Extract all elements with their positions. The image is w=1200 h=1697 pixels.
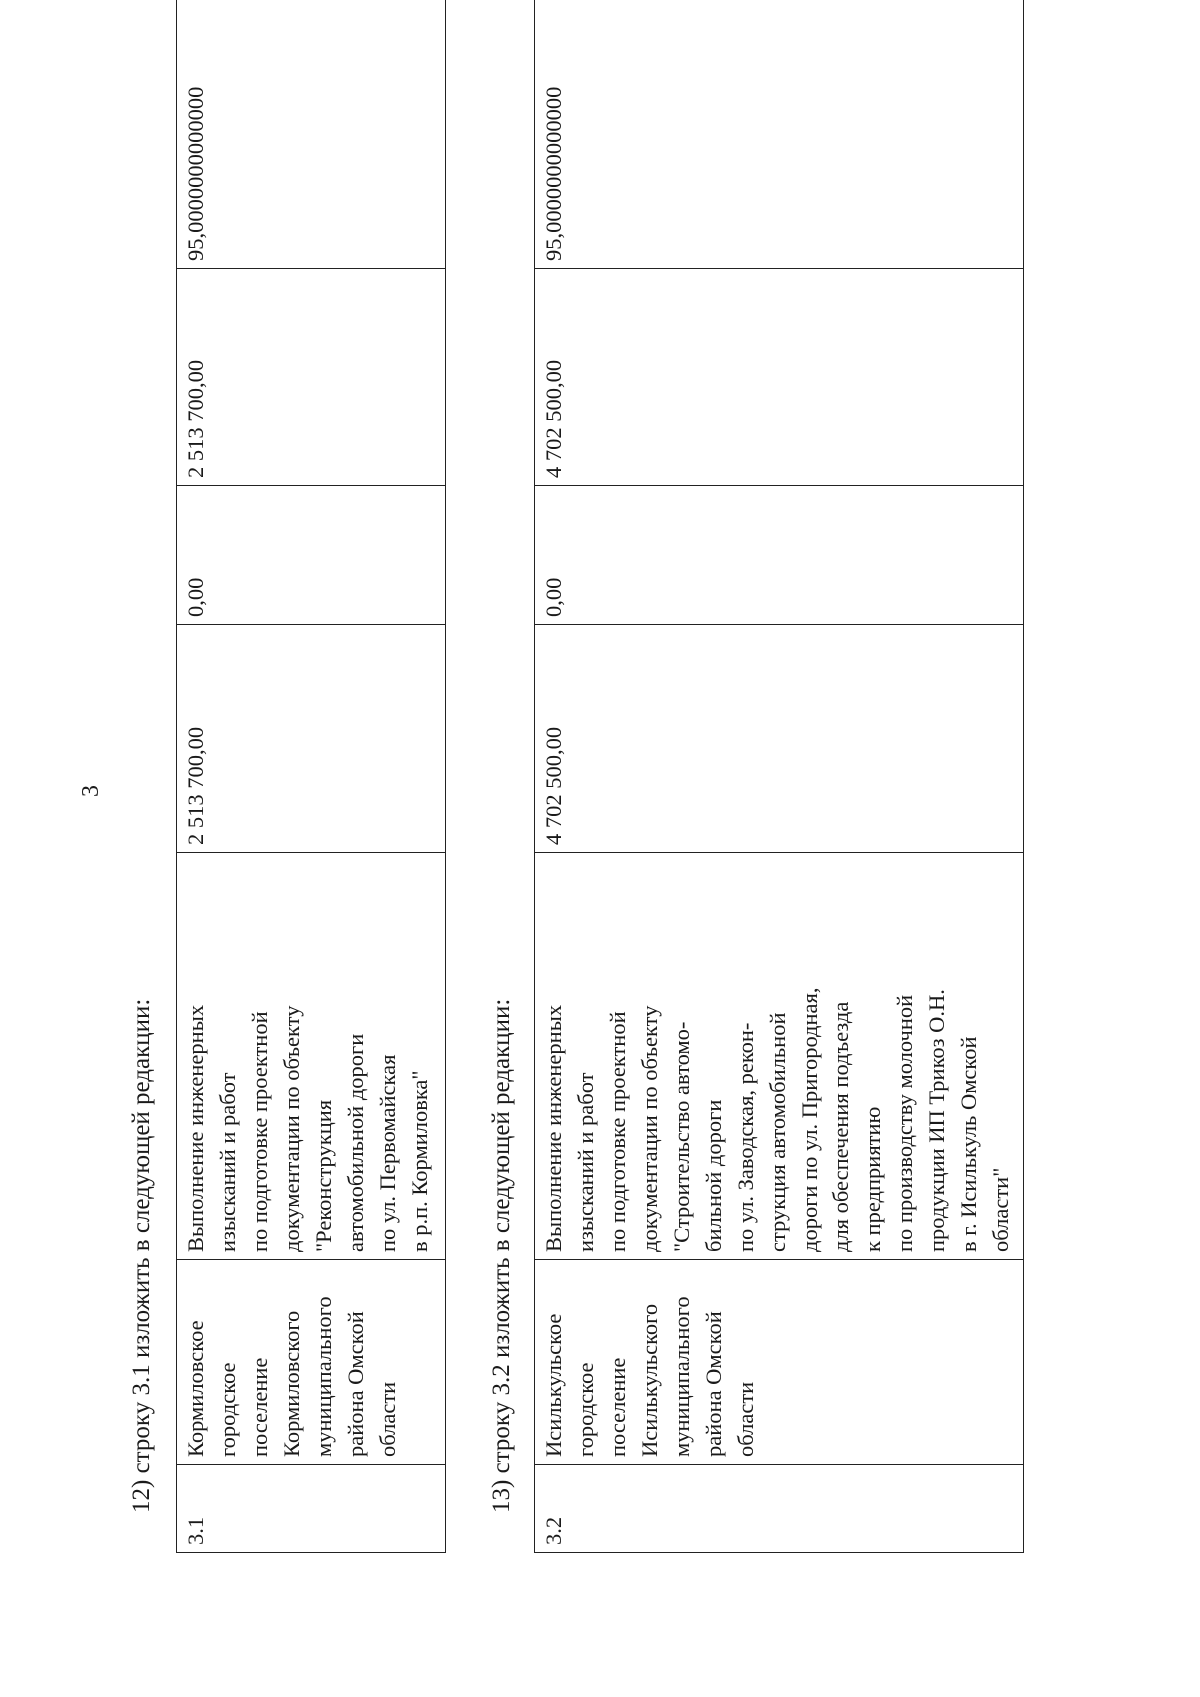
text-line: Выполнение инженерных <box>541 1004 566 1252</box>
description-cell <box>535 853 1024 1260</box>
percent-cell: 95,0000000000000 <box>535 0 1024 269</box>
table-row <box>535 0 1024 1553</box>
amendment-instruction-13: 13) строку 3.2 изложить в следующей редакции: <box>488 998 515 1513</box>
amendment-table-3-1 <box>176 0 446 1553</box>
text-line: области <box>374 1381 400 1457</box>
text-line: документации по объекту <box>636 1005 662 1252</box>
text-line: дороги по ул. Пригородная, <box>796 987 822 1252</box>
text-line: к предприятию <box>860 1106 886 1252</box>
text-line: поселение <box>604 1357 630 1457</box>
text-line: муниципального <box>668 1296 694 1457</box>
text-line: по подготовке проектной <box>604 1011 630 1252</box>
total-amount-cell: 2 513 700,00 <box>177 625 446 853</box>
amendment-instruction-12: 12) строку 3.1 изложить в следующей редакции: <box>128 998 155 1513</box>
text-line: области" <box>988 1167 1014 1252</box>
text-line: района Омской <box>342 1311 368 1457</box>
amendment-table-3-2 <box>534 0 1024 1553</box>
text-line: Кормиловское <box>183 1320 208 1457</box>
subsidy-amount-cell: 2 513 700,00 <box>177 269 446 486</box>
text-line: струкция автомобильной <box>764 1012 790 1252</box>
text-line: по ул. Первомайская <box>374 1054 400 1252</box>
subsidy-amount-cell: 4 702 500,00 <box>535 269 1024 486</box>
text-line: бильной дороги <box>700 1099 726 1252</box>
table-row <box>177 0 446 1553</box>
text-line: Выполнение инженерных <box>183 1004 208 1252</box>
description-cell <box>177 853 446 1260</box>
text-line: Исилькульское <box>541 1313 566 1457</box>
text-line: городское <box>572 1362 598 1457</box>
text-line: поселение <box>246 1357 272 1457</box>
text-line: по ул. Заводская, рекон- <box>732 1022 758 1252</box>
text-line: в г. Исилькуль Омской <box>956 1036 982 1252</box>
text-line: по производству молочной <box>892 994 918 1252</box>
text-line: Кормиловского <box>278 1310 304 1457</box>
municipality-cell <box>535 1260 1024 1465</box>
text-line: для обеспечения подъезда <box>828 1001 854 1252</box>
text-line: "Реконструкция <box>310 1099 336 1252</box>
text-line: по подготовке проектной <box>246 1011 272 1252</box>
municipality-cell <box>177 1260 446 1465</box>
text-line: "Строительство автомо- <box>668 1021 694 1252</box>
zero-amount-cell: 0,00 <box>177 486 446 625</box>
text-line: городское <box>214 1362 240 1457</box>
text-line: изысканий и работ <box>572 1072 598 1252</box>
percent-cell: 95,0000000000000 <box>177 0 446 269</box>
text-line: области <box>732 1381 758 1457</box>
text-line: в р.п. Кормиловка" <box>406 1070 432 1252</box>
text-line: документации по объекту <box>278 1005 304 1252</box>
text-line: продукции ИП Трикоз О.Н. <box>924 989 950 1252</box>
text-line: района Омской <box>700 1311 726 1457</box>
row-number: 3.2 <box>535 1465 1024 1553</box>
text-line: муниципального <box>310 1296 336 1457</box>
total-amount-cell: 4 702 500,00 <box>535 625 1024 853</box>
text-line: Исилькульского <box>636 1303 662 1457</box>
text-line: автомобильной дороги <box>342 1033 368 1252</box>
zero-amount-cell: 0,00 <box>535 486 1024 625</box>
page-number: 3 <box>78 785 104 797</box>
row-number: 3.1 <box>177 1465 446 1553</box>
text-line: изысканий и работ <box>214 1072 240 1252</box>
